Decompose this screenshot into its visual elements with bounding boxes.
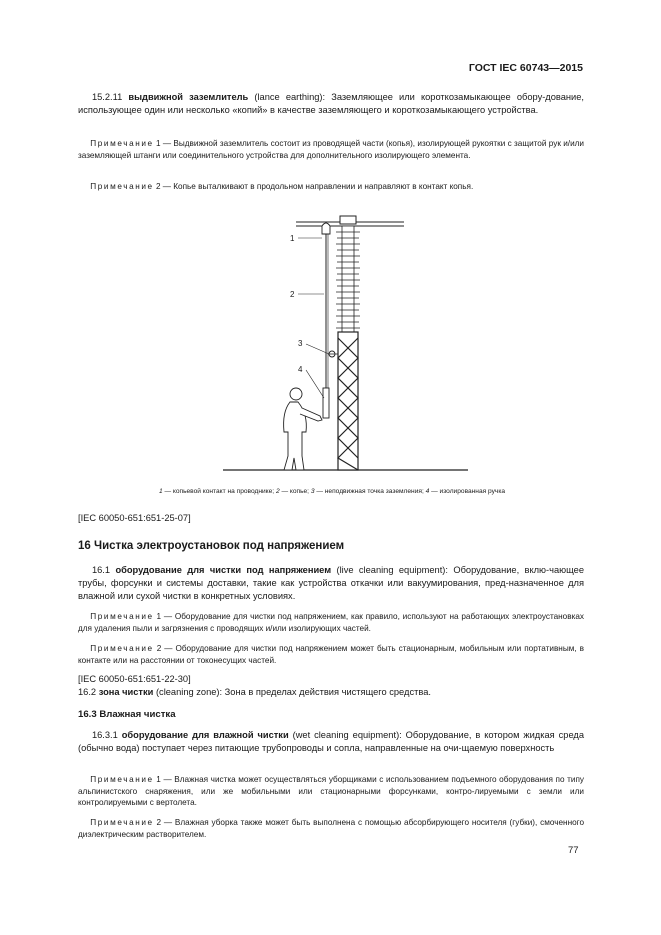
note-text: 2 — Копье выталкивают в продольном направлении и направляют в контакт копья. <box>155 182 474 191</box>
term-number: 15.2.11 <box>91 92 123 102</box>
subsection-title: 16.3 Влажная чистка <box>78 709 176 720</box>
term-definition: (lance earthing): Заземляющее или короткозамыкающее обору-дование, использующее один или несколько «копий» в качестве заземляющего и короткозамыкающего устройства. <box>78 92 584 115</box>
note-text: 2 — Влажная уборка также может быть выполнена с помощью абсорбирующего носителя (губки), смоченного диэлектрическим растворителем. <box>78 818 584 839</box>
note-label: Примечание <box>90 612 154 621</box>
figure-label-2: 2 <box>290 290 295 299</box>
figure-caption <box>82 488 582 495</box>
term-number: 16.1 <box>91 565 111 575</box>
note-1 <box>78 138 584 161</box>
page-header: ГОСТ IEC 60743—2015 <box>468 62 583 74</box>
figure-drawing <box>218 208 478 478</box>
figure-label-4: 4 <box>298 365 303 374</box>
note-2 <box>78 181 584 193</box>
caption-t1: — копьевой контакт на проводнике; <box>162 488 276 495</box>
caption-n2: 2 <box>275 488 280 495</box>
term-definition: (cleaning zone): Зона в пределах действия чистящего средства. <box>155 687 431 697</box>
term-title: выдвижной заземлитель <box>128 92 249 102</box>
section-16-heading <box>78 540 584 552</box>
term-16-3-1 <box>78 729 584 755</box>
caption-t2: — копье; <box>279 488 311 495</box>
note-16-1-2 <box>78 643 584 666</box>
term-definition: (live cleaning equipment): Оборудование, вклю-чающее трубы, форсунки и системы доставки, такие как устройства откачки или вакуумирования, пред-назначенное для влажной или сухой чистки в конкретных условиях. <box>78 565 584 601</box>
note-label: Примечание <box>90 818 154 827</box>
term-number: 16.3.1 <box>91 730 118 740</box>
note-label: Примечание <box>90 182 154 191</box>
caption-n1: 1 <box>158 488 163 495</box>
section-title: 16 Чистка электроустановок под напряжением <box>78 540 345 552</box>
figure-label-3: 3 <box>298 339 303 348</box>
note-label: Примечание <box>90 775 154 784</box>
note-text: 1 — Влажная чистка может осуществляться уборщиками с использованием подъемного оборудования по типу альпинистского снаряжения, или же мобильными или стационарными форсунками, контро-лируемыми с земли или контролируемыми с вертолета. <box>78 775 584 807</box>
term-title: оборудование для влажной чистки <box>121 730 289 740</box>
note-label: Примечание <box>90 139 154 148</box>
figure-label-1: 1 <box>290 234 295 243</box>
note-text: 1 — Выдвижной заземлитель состоит из проводящей части (копья), изолирующей рукоятки с защитой рук и/или заземляющей штанги или соединительного устройства для дополнительного изолирующего элемента. <box>78 139 584 160</box>
reference-1: [IEC 60050-651:651-25-07] <box>78 513 191 523</box>
lance-earthing-figure <box>218 208 478 478</box>
term-number: 16.2 <box>78 687 97 697</box>
note-text: 2 — Оборудование для чистки под напряжением может быть стационарным, мобильным или портативным, в контакте или на расстоянии от токонесущих частей. <box>78 644 584 665</box>
term-16-2 <box>78 686 584 699</box>
term-title: оборудование для чистки под напряжением <box>115 565 332 575</box>
term-title: зона чистки <box>98 687 154 697</box>
caption-n4: 4 <box>425 488 430 495</box>
note-text: 1 — Оборудование для чистки под напряжением, как правило, используют на работающих электроустановках для удаления пыли и загрязнения с проводящих и/или изолирующих частей. <box>78 612 584 633</box>
reference-2: [IEC 60050-651:651-22-30] <box>78 674 191 684</box>
section-16-3-heading <box>78 709 584 720</box>
caption-t4: — изолированная ручка <box>429 488 506 495</box>
caption-n3: 3 <box>310 488 315 495</box>
term-15-2-11 <box>78 91 584 117</box>
note-16-3-1-1 <box>78 774 584 809</box>
note-16-3-1-2 <box>78 817 584 840</box>
caption-t3: — неподвижная точка заземления; <box>314 488 426 495</box>
term-16-1 <box>78 564 584 603</box>
page-number: 77 <box>568 845 579 856</box>
note-label: Примечание <box>90 644 154 653</box>
note-16-1-1 <box>78 611 584 634</box>
term-definition: (wet cleaning equipment): Оборудование, в котором жидкая среда (обычно вода) поступает через питающие трубопроводы и сопла, направленные на очи-щаемую поверхность <box>78 730 584 753</box>
